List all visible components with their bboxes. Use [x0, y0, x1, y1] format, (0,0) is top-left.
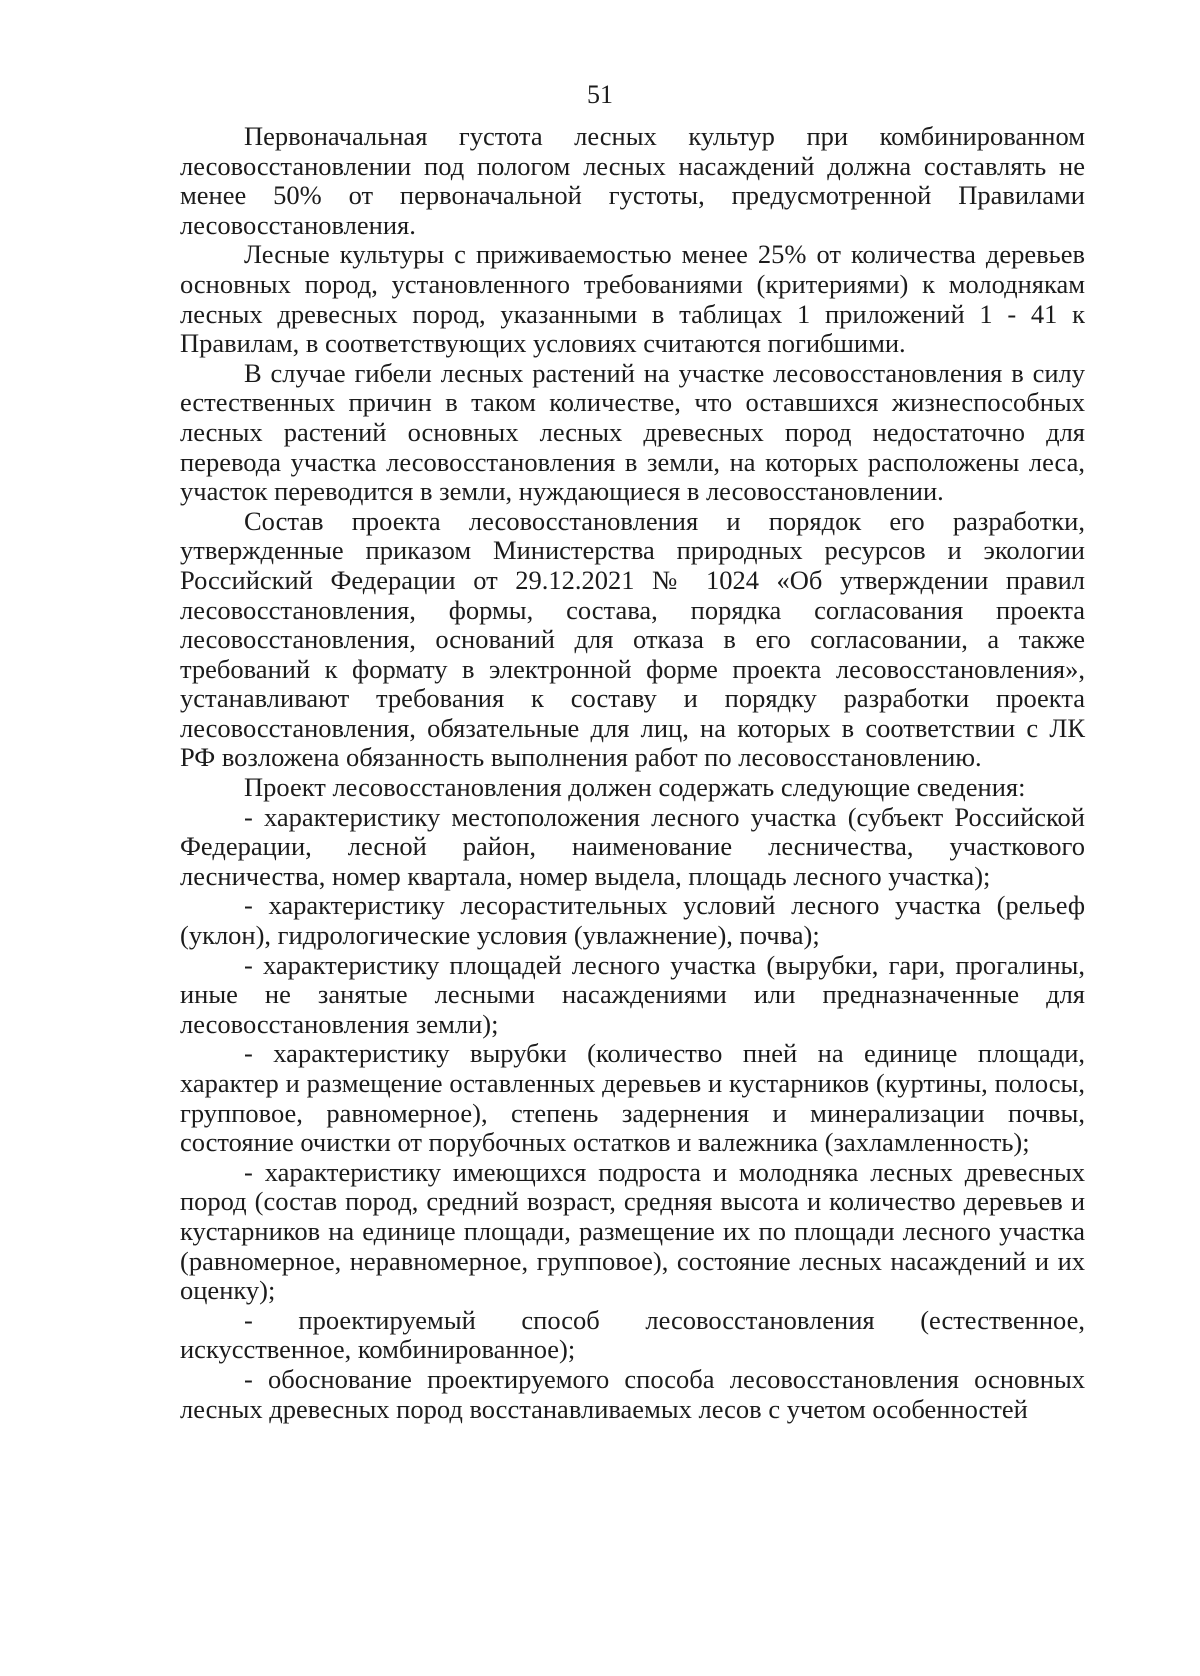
page-number: 51 — [587, 80, 613, 109]
paragraph-survival-rate: Лесные культуры с приживаемостью менее 25% от количества деревьев основных пород, установленного требованиями (критериями) к молоднякам лесных древесных пород, указанными в таблицах 1 приложений 1 - 41 к Правилам, в соответствующих условиях считаются погибшими. — [180, 239, 1085, 359]
paragraph-project-contents-intro: Проект лесовосстановления должен содержать следующие сведения: — [244, 772, 1026, 803]
paragraph-initial-density: Первоначальная густота лесных культур при комбинированном лесовосстановлении под пологом лесных насаждений должна составлять не менее 50% от первоначальной густоты, предусмотренной Правилами лесовосстановления. — [180, 121, 1085, 240]
list-item-reforestation-method: - проектируемый способ лесовосстановления (естественное, искусственное, комбинированное); — [180, 1304, 1085, 1365]
list-item-growing-conditions: - характеристику лесорастительных условий лесного участка (рельеф (уклон), гидрологические условия (увлажнение), почва); — [180, 890, 1085, 951]
document-body — [180, 122, 1085, 1424]
list-item-undergrowth-characteristics: - характеристику имеющихся подроста и молодняка лесных древесных пород (состав пород, средний возраст, средняя высота и количество деревьев и кустарников на единице площади, размещение их по площади лесного участка (равномерное, неравномерное, групповое), состояние лесных насаждений и их оценку); — [180, 1156, 1085, 1306]
paragraph-project-composition: Состав проекта лесовосстановления и порядок его разработки, утвержденные приказом Министерства природных ресурсов и экологии Российский Федерации от 29.12.2021 № 1024 «Об утверждении правил лесовосстановления, формы, состава, порядка согласования проекта лесовосстановления, оснований для отказа в его согласовании, а также требований к формату в электронной форме проекта лесовосстановления», устанавливают требования к составу и порядку разработки проекта лесовосстановления, обязательные для лиц, на которых в соответствии с ЛК РФ возложена обязанность выполнения работ по лесовосстановлению. — [180, 505, 1085, 773]
list-item-location: - характеристику местоположения лесного участка (субъект Российской Федерации, лесной район, наименование лесничества, участкового лесничества, номер квартала, номер выдела, площадь лесного участка); — [180, 801, 1085, 891]
paragraph-plant-loss: В случае гибели лесных растений на участке лесовосстановления в силу естественных причин в таком количестве, что оставшихся жизнеспособных лесных растений основных лесных древесных пород недостаточно для перевода участка лесовосстановления в земли, на которых расположены леса, участок переводится в земли, нуждающиеся в лесовосстановлении. — [180, 357, 1085, 507]
list-item-method-justification: - обоснование проектируемого способа лесовосстановления основных лесных древесных пород восстанавливаемых лесов с учетом особенностей — [180, 1363, 1085, 1424]
list-item-area-characteristics: - характеристику площадей лесного участка (вырубки, гари, прогалины, иные не занятые лесными насаждениями или предназначенные для лесовосстановления земли); — [180, 949, 1085, 1039]
list-item-clearing-characteristics: - характеристику вырубки (количество пней на единице площади, характер и размещение оставленных деревьев и кустарников (куртины, полосы, групповое, равномерное), степень задернения и минерализации почвы, состояние очистки от порубочных остатков и валежника (захламленность); — [180, 1038, 1085, 1158]
